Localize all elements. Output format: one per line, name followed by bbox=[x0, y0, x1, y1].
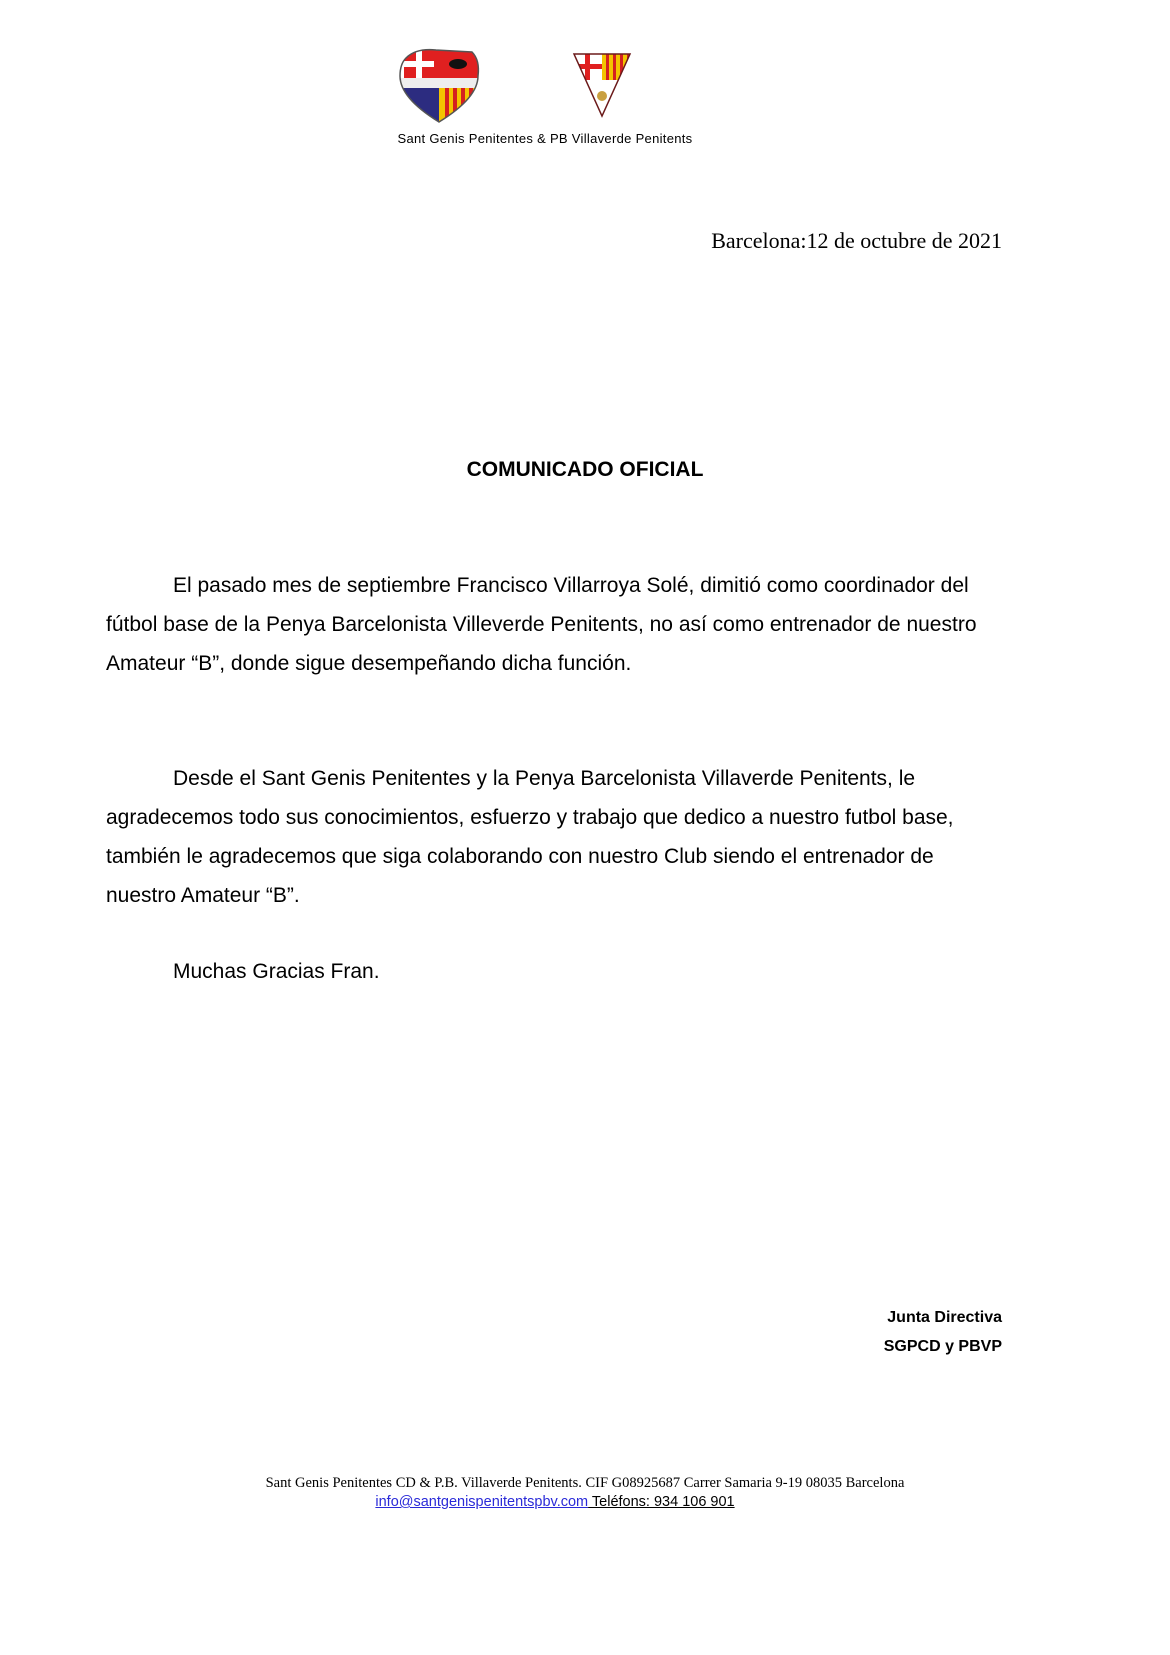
header-caption: Sant Genis Penitentes & PB Villaverde Penitents bbox=[397, 131, 693, 146]
body-paragraph: Desde el Sant Genis Penitentes y la Penya Barcelonista Villaverde Penitents, le agradecemos todo sus conocimientos, esfuerzo y trabajo que dedico a nuestro futbol base, también le agradecemos que siga colaborando con nuestro Club siendo el entrenador de nuestro Amateur “B”. bbox=[106, 767, 954, 907]
footer-email-link[interactable]: info@santgenispenitentspbv.com bbox=[375, 1494, 589, 1510]
document-title: COMUNICADO OFICIAL bbox=[466, 458, 704, 481]
footer-contact bbox=[0, 1494, 1110, 1510]
closing-line: Muchas Gracias Fran. bbox=[173, 960, 380, 983]
footer-address: Sant Genis Penitentes CD & P.B. Villaverde Penitents. CIF G08925687 Carrer Samaria 9-19 08035 Barcelona bbox=[265, 1475, 905, 1491]
footer-phone: Teléfons: 934 106 901 bbox=[588, 1494, 735, 1510]
signature-line-2: SGPCD y PBVP bbox=[883, 1338, 1002, 1355]
pbvp-crest-logo bbox=[572, 52, 632, 118]
body-paragraph: El pasado mes de septiembre Francisco Villarroya Solé, dimitió como coordinador del fútbol base de la Penya Barcelonista Villeverde Penitents, no así como entrenador de nuestro Amateur “B”, donde sigue desempeñando dicha función. bbox=[106, 574, 977, 675]
signature-line-1: Junta Directiva bbox=[887, 1309, 1002, 1326]
document-date: Barcelona:12 de octubre de 2021 bbox=[711, 228, 1002, 253]
sant-genis-crest-logo bbox=[396, 46, 482, 124]
